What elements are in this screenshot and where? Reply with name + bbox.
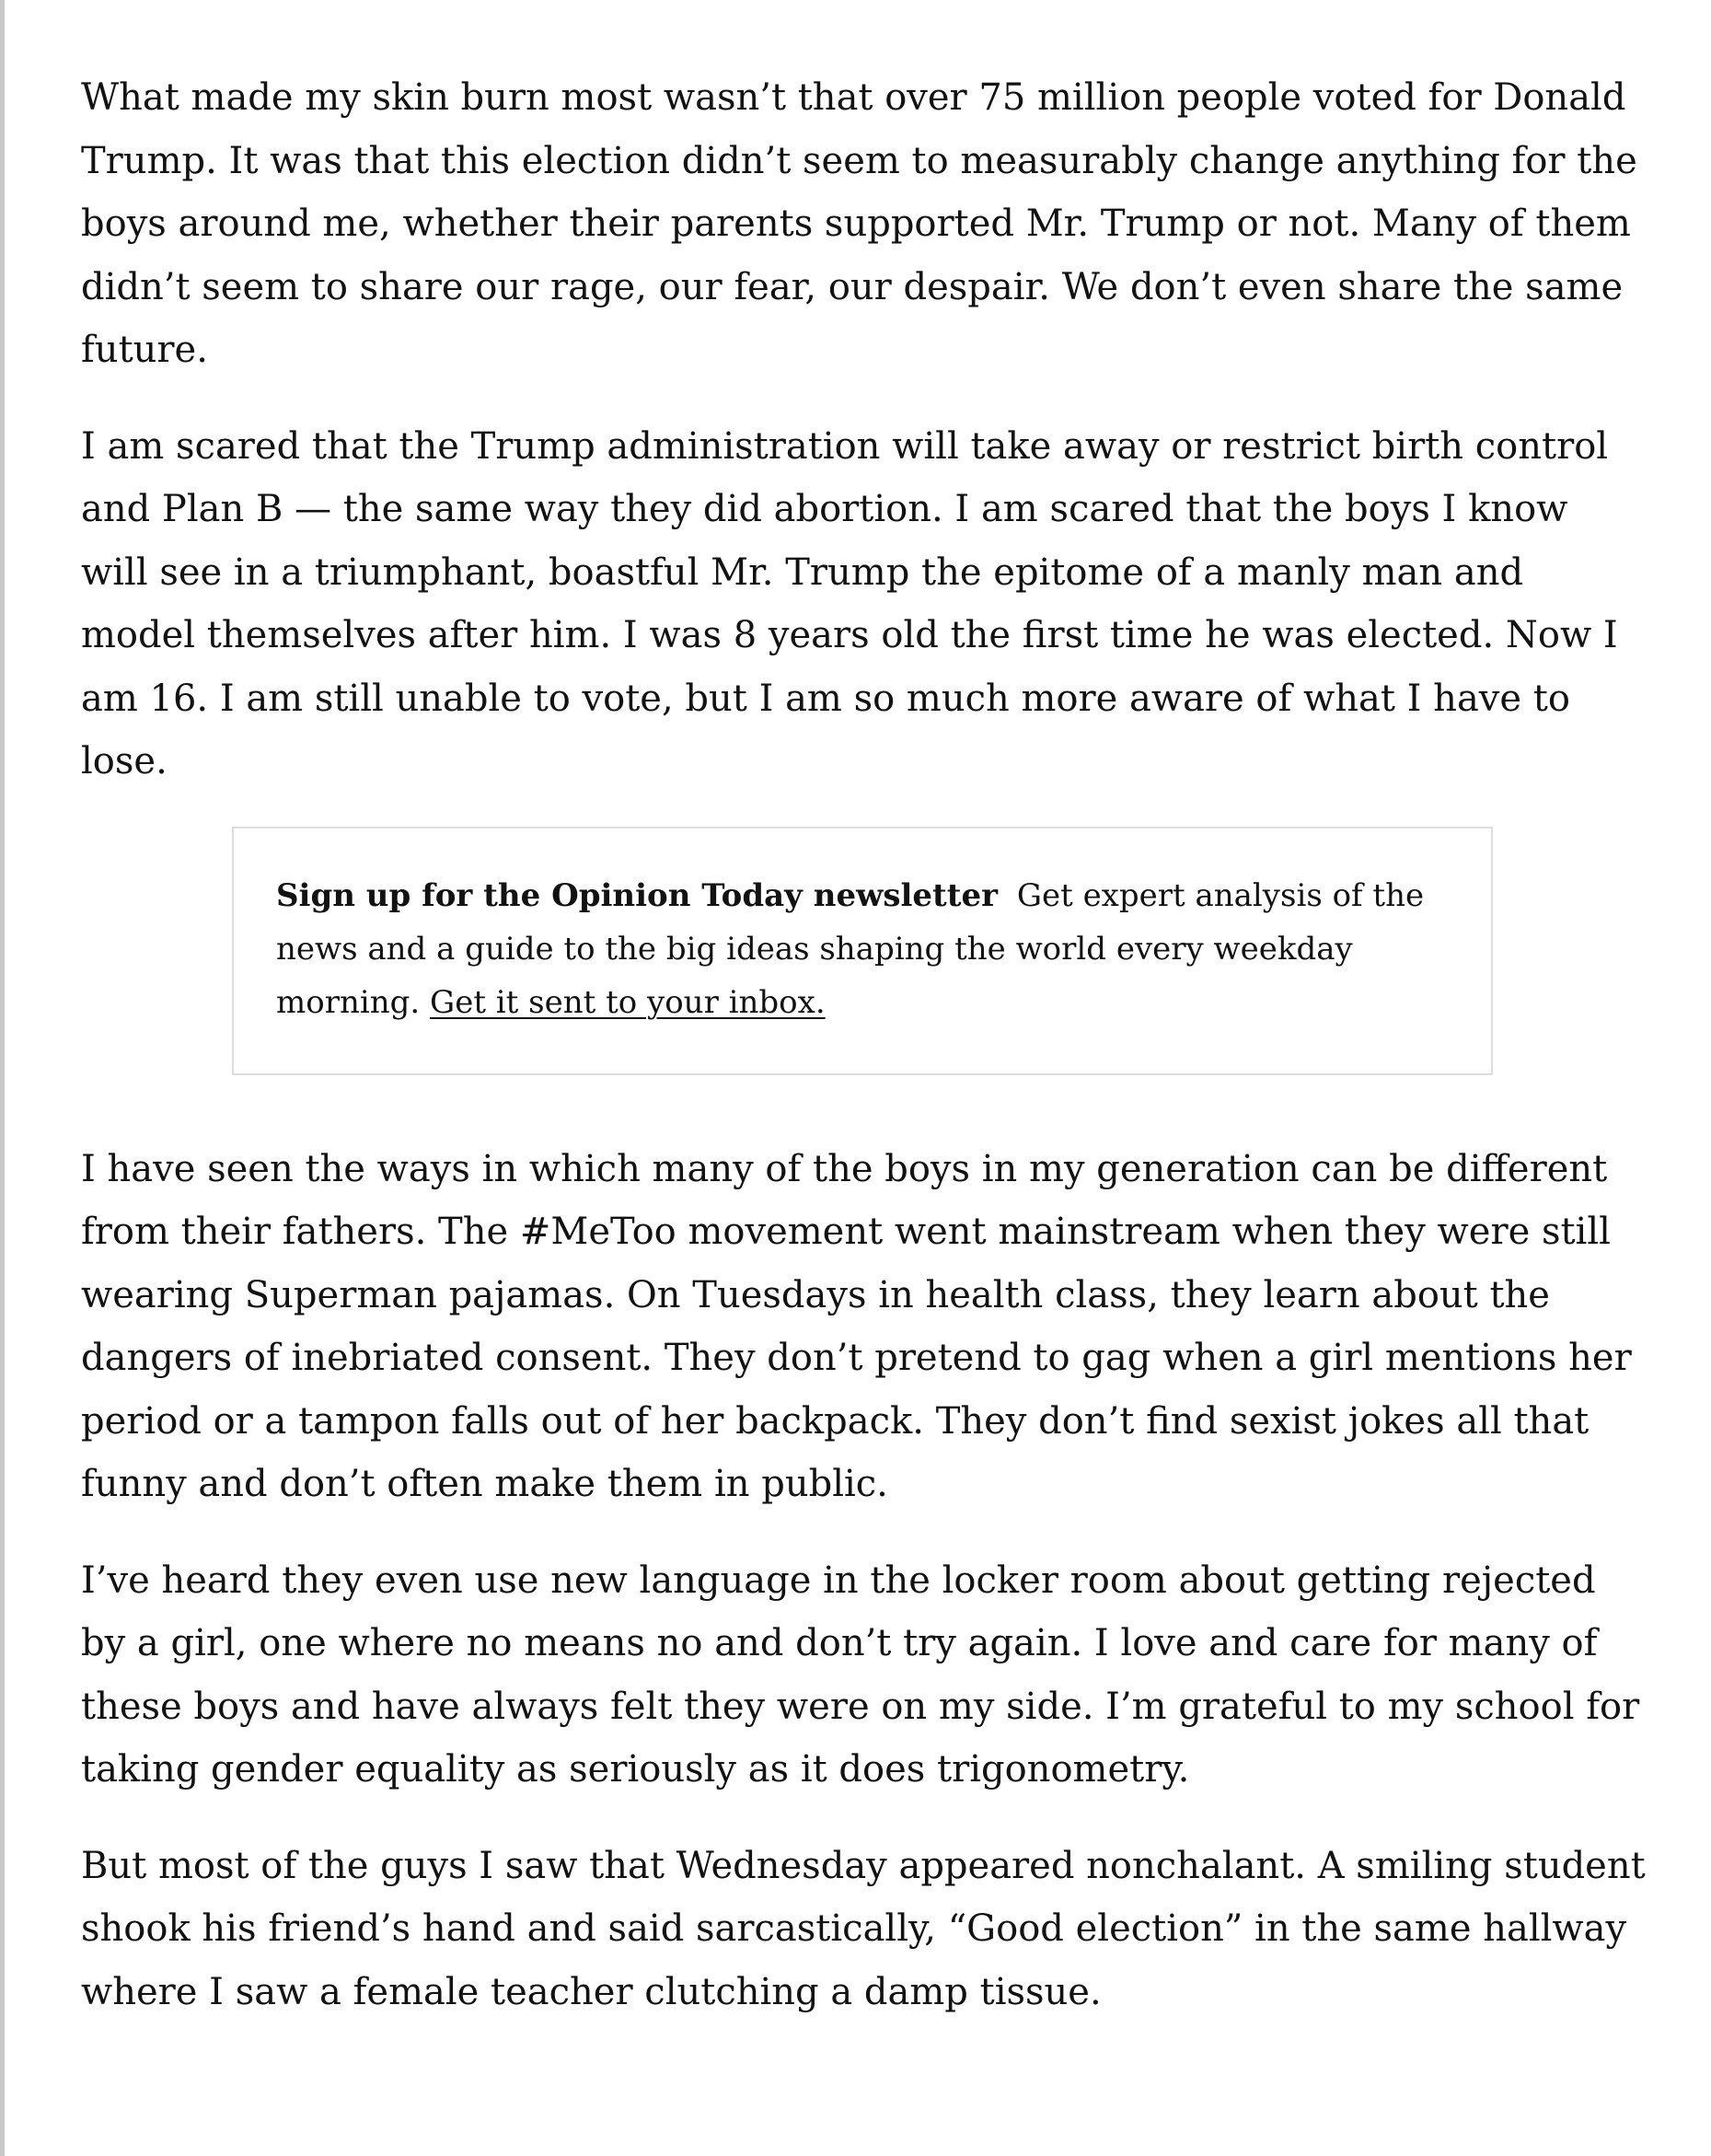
article-paragraph: What made my skin burn most wasn’t that over 75 million people voted for Donald Trump. It was that this election didn’t seem to measurably change anything for the boys around me, whether their parents supported Mr. Trump or not. Many of them didn’t seem to share our rage, our fear, our despair. We don’t even share the same future. [81,76,1637,371]
article-paragraph: I am scared that the Trump administration will take away or restrict birth control and Plan B — the same way they did abortion. I am scared that the boys I know will see in a triumphant, boastful Mr. Trump the epitome of a manly man and model themselves after him. I was 8 years old the first time he was elected. Now I am 16. I am still unable to vote, but I am so much more aware of what I have to lose. [81,424,1618,782]
newsletter-title: Sign up for the Opinion Today newsletter [276,876,998,914]
newsletter-signup-link[interactable]: Get it sent to your inbox. [430,983,826,1021]
article-paragraph: I’ve heard they even use new language in the locker room about getting rejected by a girl, one where no means no and don’t try again. I love and care for many of these boys and have always felt they were on my side. I’m grateful to my school for taking gender equality as seriously as it does trigonometry. [81,1559,1640,1791]
article-paragraph: I have seen the ways in which many of the boys in my generation can be different from their fathers. The #MeToo movement went mainstream when they were still wearing Superman pajamas. On Tuesdays in health class, they learn about the dangers of inebriated consent. They don’t pretend to gag when a girl mentions her period or a tampon falls out of her backpack. They don’t find sexist jokes all that funny and don’t often make them in public. [81,1147,1632,1505]
article-paragraph: But most of the guys I saw that Wednesday appeared nonchalant. A smiling student shook his friend’s hand and said sarcastically, “Good election” in the same hallway where I saw a female teacher clutching a damp tissue. [81,1844,1646,2013]
article-body [81,66,1646,2057]
page-left-border [0,0,5,2156]
newsletter-signup-box [232,827,1493,1075]
newsletter-description: Get expert analysis of the news and a guide to the big ideas shaping the world every weekday morning. [276,876,1425,1021]
